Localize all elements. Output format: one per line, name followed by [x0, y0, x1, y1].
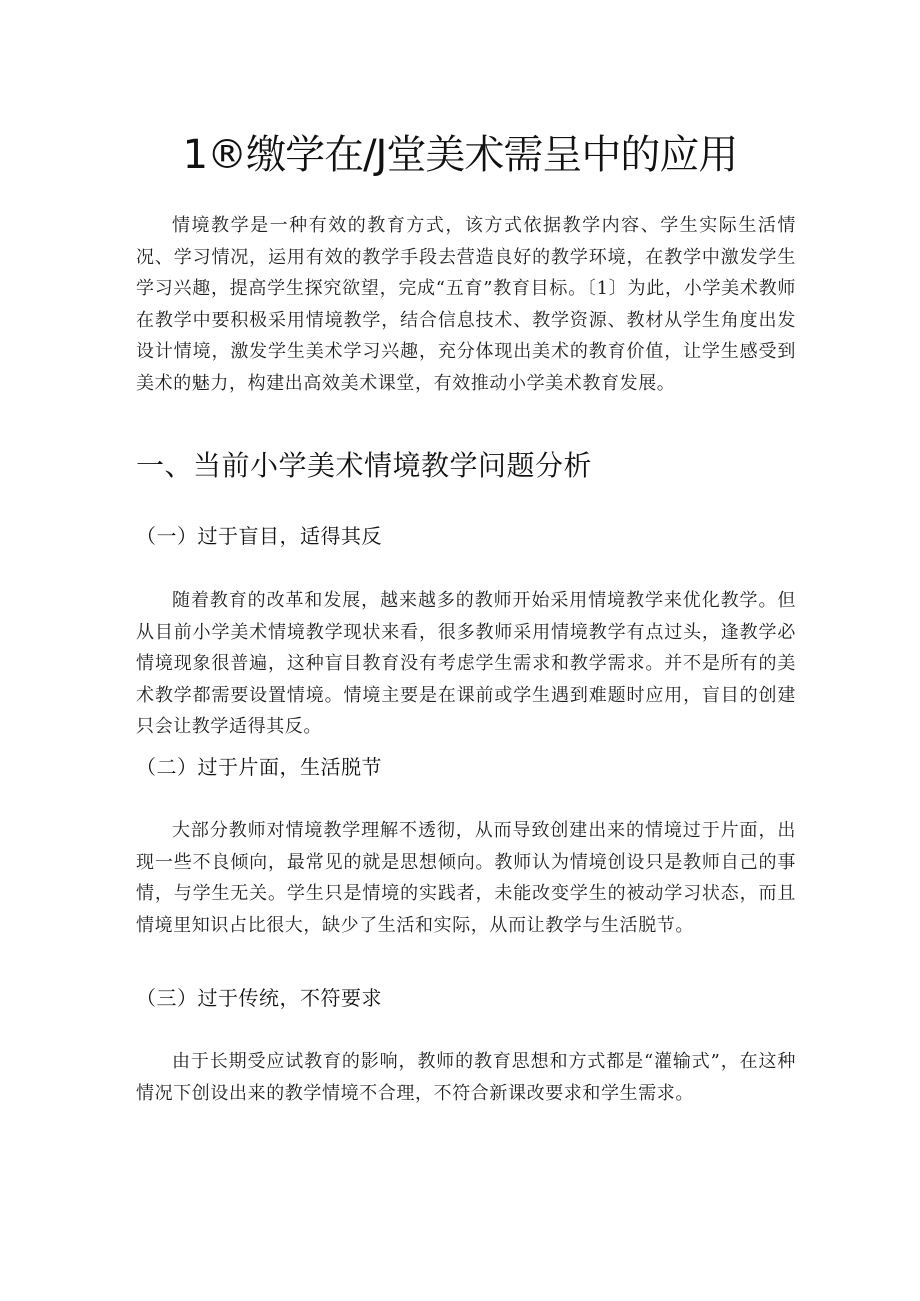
- subsection-paragraph-2: 大部分教师对情境教学理解不透彻，从而导致创建出来的情境过于片面，出现一些不良倾向，最常见的就是思想倾向。教师认为情境创设只是教师自己的事情，与学生无关。学生只是情境的实践者，未能改变学生的被动学习状态，而且情境里知识占比很大，缺少了生活和实际，从而让教学与生活脱节。: [136, 820, 796, 936]
- subsection-paragraph-1: 随着教育的改革和发展，越来越多的教师开始采用情境教学来优化教学。但从目前小学美术情境教学现状来看，很多教师采用情境教学有点过头，逢教学必情境现象很普遍，这种盲目教育没有考虑学生需求和教学需求。并不是所有的美术教学都需要设置情境。情境主要是在课前或学生遇到难题时应用，盲目的创建只会让教学适得其反。: [136, 590, 796, 737]
- subsection-heading-1: （一）过于盲目，适得其反: [136, 524, 382, 548]
- intro-paragraph: 情境教学是一种有效的教育方式，该方式依据教学内容、学生实际生活情况、学习情况，运用有效的教学手段去营造良好的教学环境，在教学中激发学生学习兴趣，提高学生探究欲望，完成“五育”教育目标。〔1〕为此，小学美术教师在教学中要积极采用情境教学，结合信息技术、教学资源、教材从学生角度出发设计情境，激发学生美术学习兴趣，充分体现出美术的教育价值，让学生感受到美术的魅力，构建出高效美术课堂，有效推动小学美术教育发展。: [136, 215, 796, 394]
- document-title: 1®缴学在/J堂美术需呈中的应用: [182, 132, 738, 178]
- subsection-paragraph-3: 由于长期受应试教育的影响，教师的教育思想和方式都是“灌输式”，在这种情况下创设出来的教学情境不合理，不符合新课改要求和学生需求。: [136, 1051, 796, 1104]
- subsection-heading-3: （三）过于传统，不符要求: [136, 986, 382, 1010]
- subsection-heading-2: （二）过于片面，生活脱节: [136, 755, 382, 779]
- section-heading: 一、当前小学美术情境教学问题分析: [136, 449, 593, 482]
